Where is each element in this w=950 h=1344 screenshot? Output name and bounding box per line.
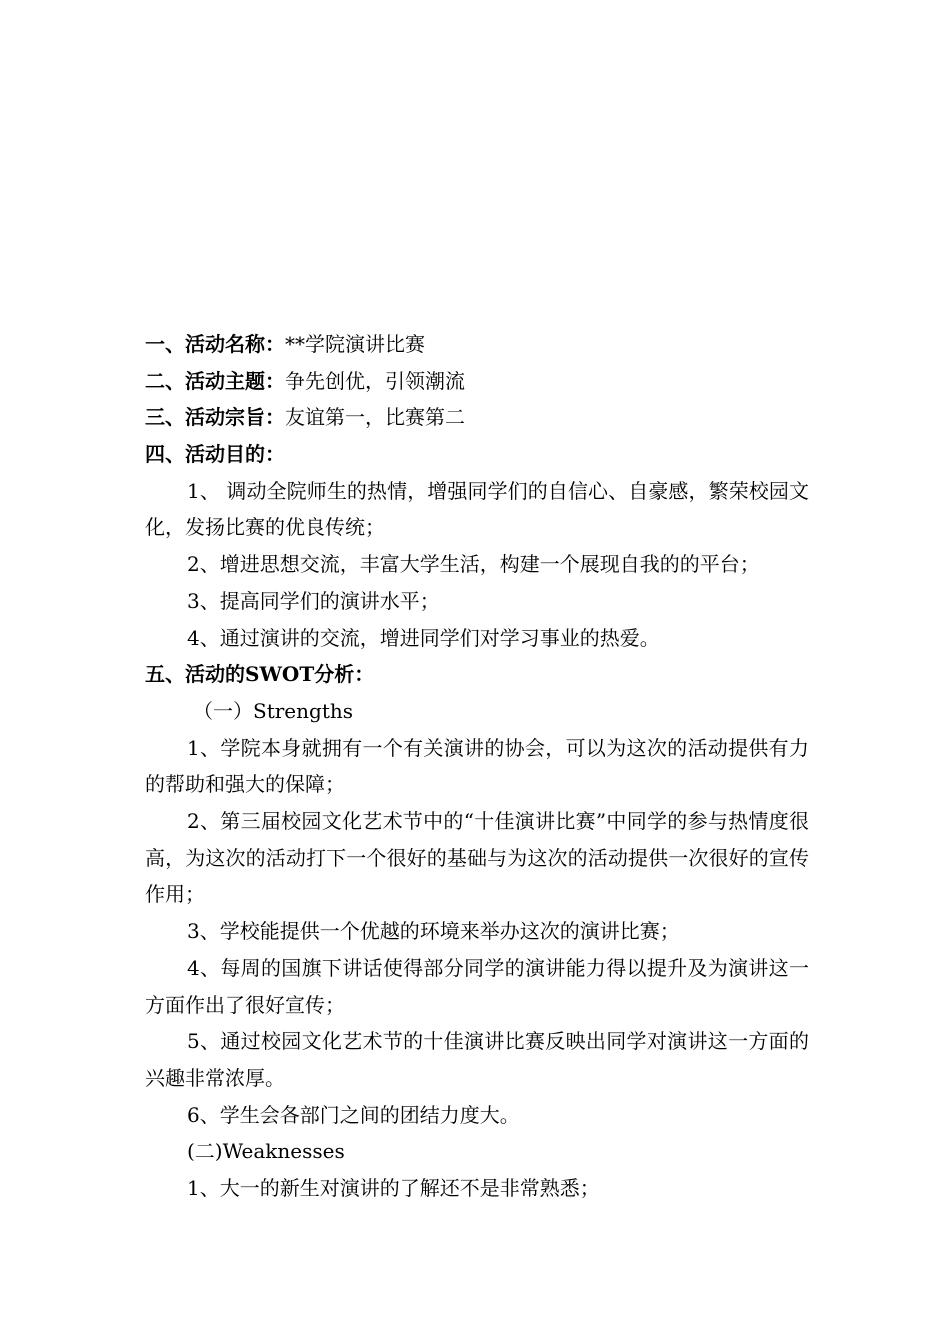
strength-item: 5、通过校园文化艺术节的十佳演讲比赛反映出同学对演讲这一方面的兴趣非常浓厚。 <box>145 1029 809 1090</box>
section-value: **学院演讲比赛 <box>285 332 425 356</box>
goal-item: 3、提高同学们的演讲水平； <box>187 588 440 613</box>
section-activity-goals-heading: 四、活动目的： <box>145 442 285 467</box>
section-label: 一、活动名称： <box>145 332 285 356</box>
section-activity-name <box>145 326 809 363</box>
section-activity-theme <box>145 363 809 400</box>
goal-item: 1、 调动全院师生的热情，增强同学们的自信心、自豪感，繁荣校园文化，发扬比赛的优良传统； <box>145 478 809 540</box>
section-label: 三、活动宗旨： <box>145 405 285 430</box>
weakness-item: 1、大一的新生对演讲的了解还不是非常熟悉； <box>187 1175 600 1200</box>
swot-strengths-title: （一）Strengths <box>193 698 353 723</box>
strength-item: 6、学生会各部门之间的团结力度大。 <box>187 1102 520 1127</box>
section-label: 二、活动主题： <box>145 368 285 393</box>
section-activity-purpose <box>145 399 809 436</box>
section-value: 友谊第一，比赛第二 <box>285 405 465 430</box>
strength-item: 3、学校能提供一个优越的环境来举办这次的演讲比赛； <box>187 919 680 944</box>
section-value: 争先创优，引领潮流 <box>285 368 465 393</box>
swot-weaknesses-title: (二)Weaknesses <box>187 1139 345 1164</box>
goal-item: 4、通过演讲的交流，增进同学们对学习事业的热爱。 <box>187 625 660 650</box>
goal-item: 2、增进思想交流，丰富大学生活，构建一个展现自我的的平台； <box>187 552 760 577</box>
strength-item: 4、每周的国旗下讲话使得部分同学的演讲能力得以提升及为演讲这一方面作出了很好宣传； <box>145 955 809 1017</box>
document-body <box>145 326 809 1207</box>
strength-item: 2、第三届校园文化艺术节中的“十佳演讲比赛”中同学的参与热情度很高，为这次的活动打下一个很好的基础与为这次的活动提供一次很好的宣传作用； <box>145 809 809 907</box>
section-swot-heading: 五、活动的SWOT分析： <box>145 662 375 687</box>
strength-item: 1、学院本身就拥有一个有关演讲的协会，可以为这次的活动提供有力的帮助和强大的保障； <box>145 735 809 797</box>
